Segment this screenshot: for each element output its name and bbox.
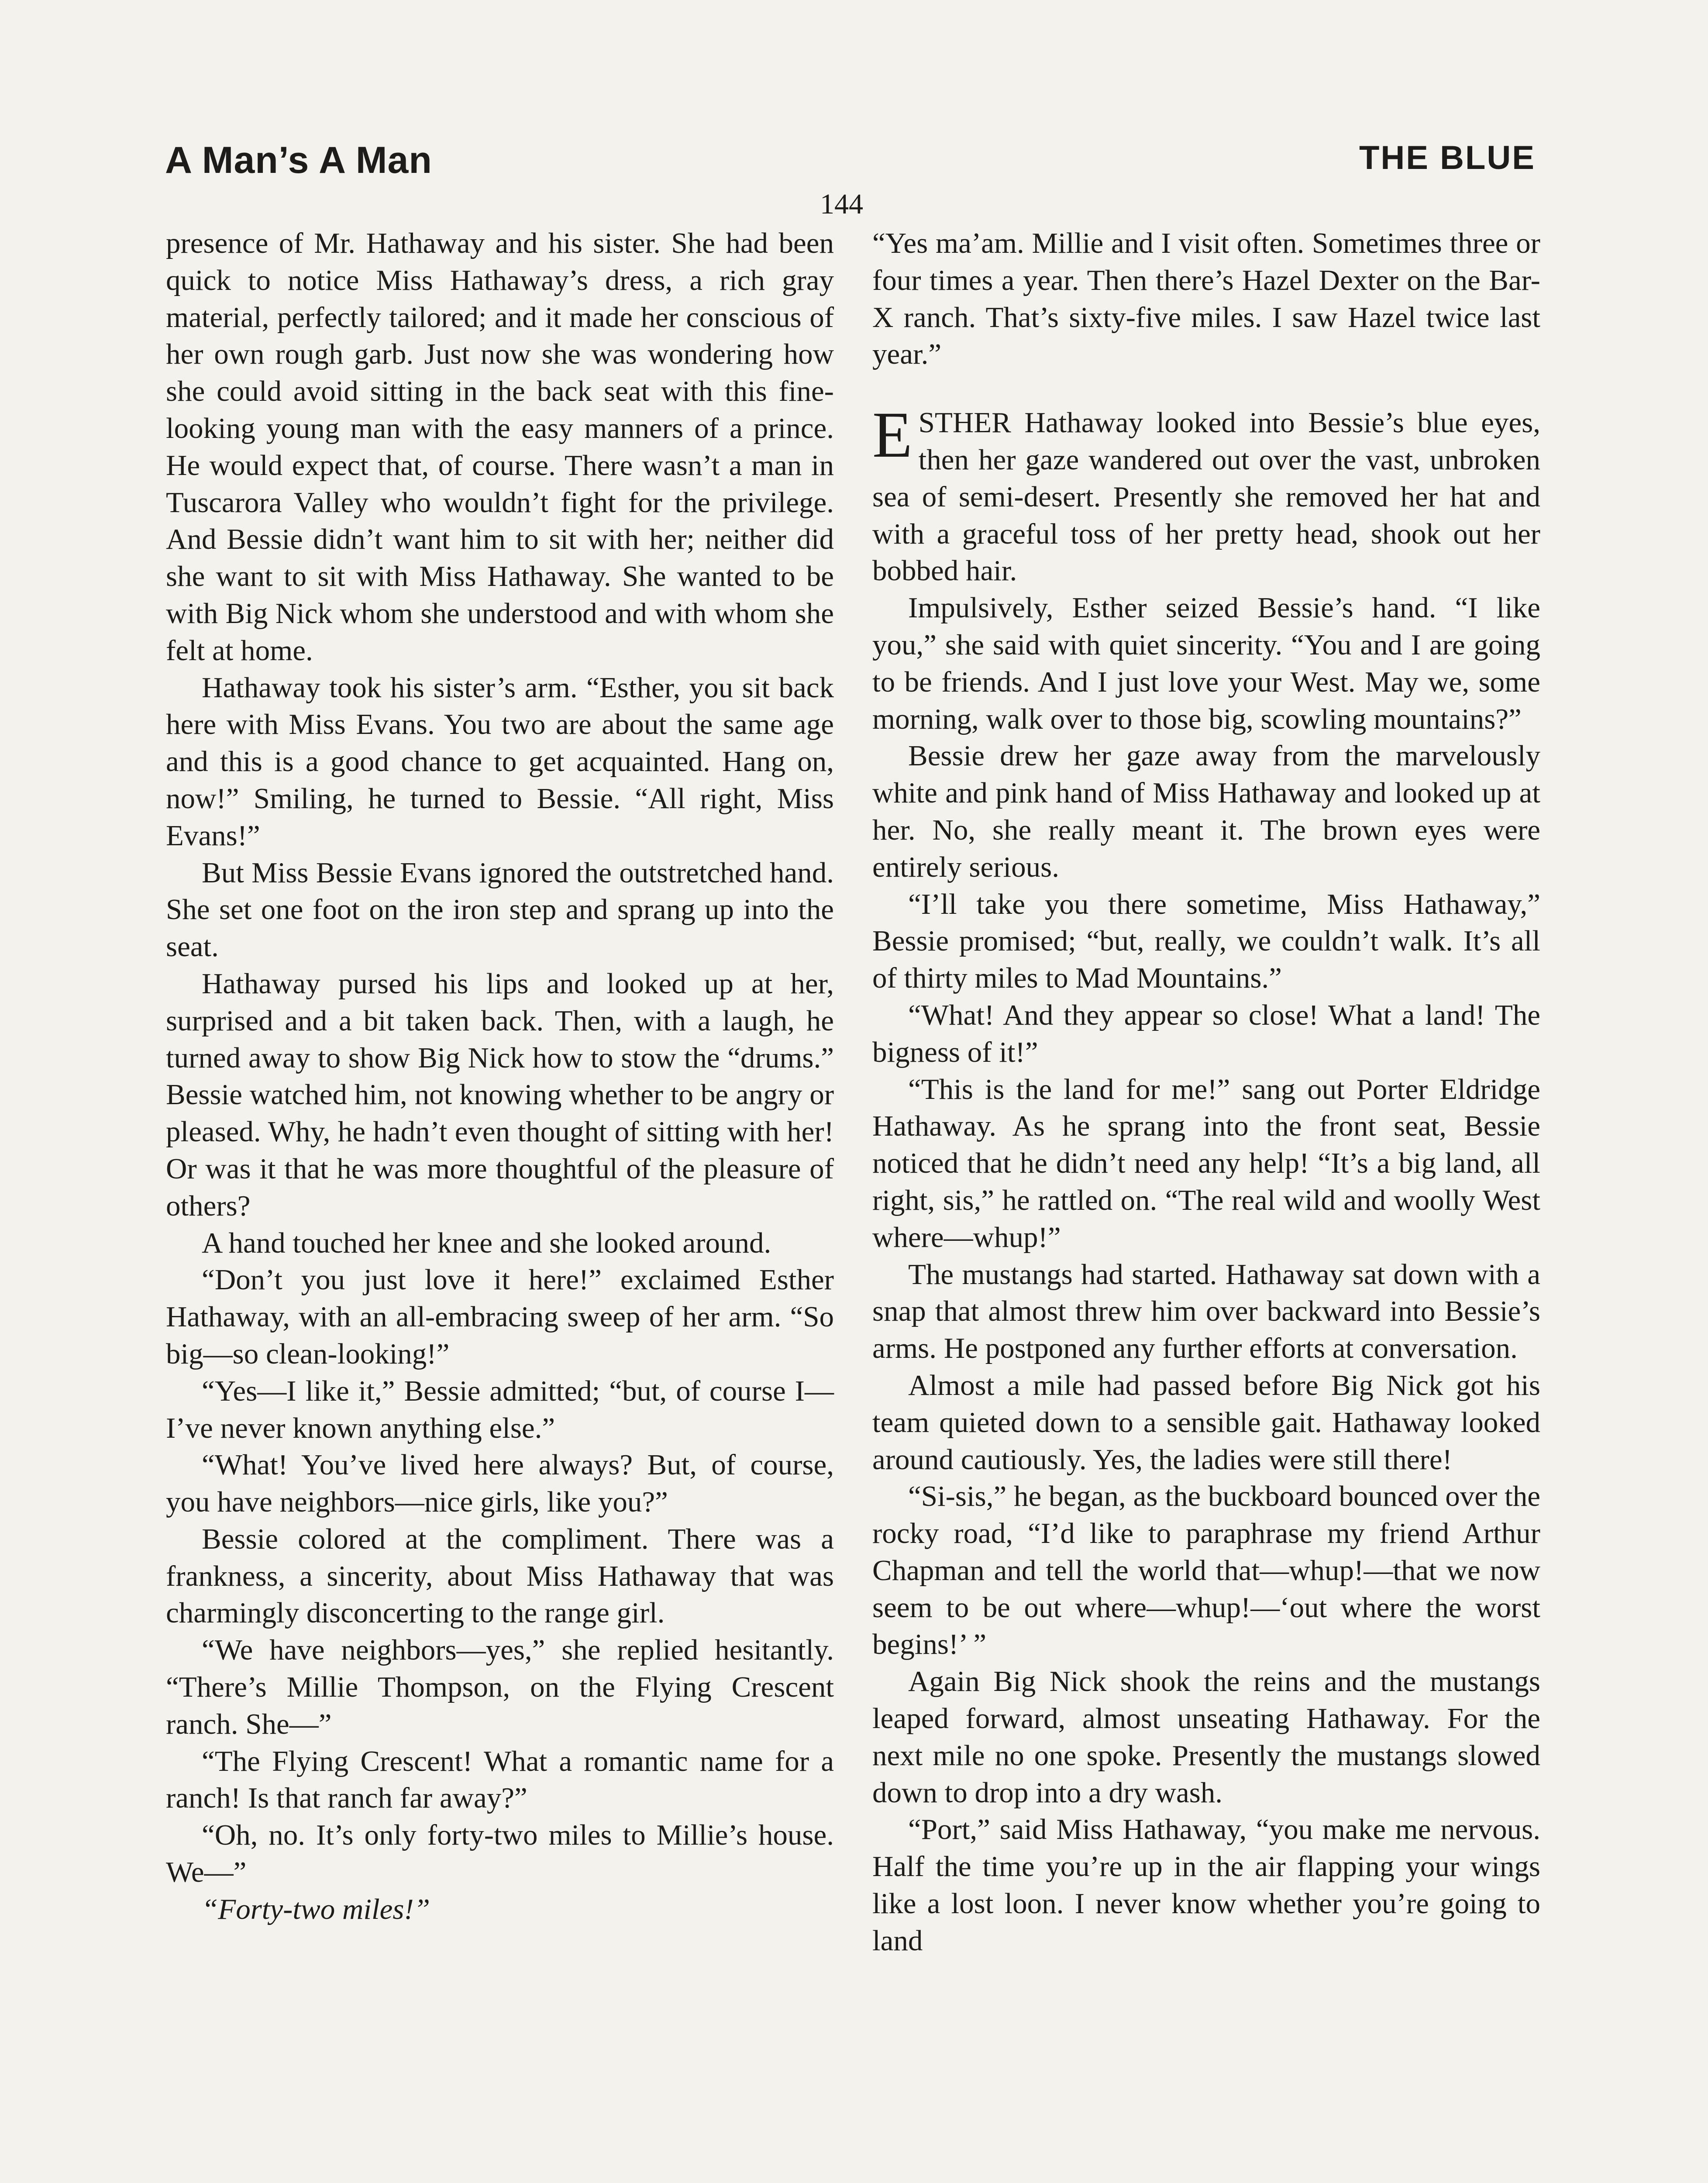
right-column bbox=[872, 225, 1540, 1959]
paragraph: presence of Mr. Hathaway and his sister. She had been quick to notice Miss Hathaway’s dress, a rich gray material, perfectly tailored; and it made her conscious of her own rough garb. Just now she was wondering how she could avoid sitting in the back seat with this fine-looking young man with the easy manners of a prince. He would expect that, of course. There wasn’t a man in Tuscarora Valley who wouldn’t fight for the privilege. And Bessie didn’t want him to sit with her; neither did she want to sit with Miss Hathaway. She wanted to be with Big Nick whom she understood and with whom she felt at home. bbox=[166, 227, 834, 667]
paragraph: “What! You’ve lived here always? But, of course, you have neighbors—nice girls, like you?” bbox=[166, 1449, 834, 1518]
paragraph: “Forty-two miles!” bbox=[202, 1893, 430, 1925]
paragraph: “I’ll take you there sometime, Miss Hathaway,” Bessie promised; “but, really, we couldn’t walk. It’s all of thirty miles to Mad Mountains.” bbox=[872, 888, 1540, 995]
paragraph: “What! And they appear so close! What a land! The bigness of it!” bbox=[872, 999, 1540, 1068]
paragraph: Impulsively, Esther seized Bessie’s hand. “I like you,” she said with quiet sincerity. “You and I are going to be friends. And I just love your West. May we, some morning, walk over to those big, scowling mountains?” bbox=[872, 592, 1540, 735]
left-column bbox=[166, 225, 834, 1928]
paragraph: “Oh, no. It’s only forty-two miles to Millie’s house. We—” bbox=[166, 1819, 834, 1889]
paragraph: Almost a mile had passed before Big Nick got his team quieted down to a sensible gait. Hathaway looked around cautiously. Yes, the ladies were still there! bbox=[872, 1369, 1540, 1476]
page-number: 144 bbox=[820, 188, 863, 220]
paragraph: The mustangs had started. Hathaway sat down with a snap that almost threw him over backward into Bessie’s arms. He postponed any further efforts at conversation. bbox=[872, 1258, 1540, 1365]
drop-cap: E bbox=[872, 399, 913, 472]
paragraph bbox=[872, 399, 1540, 589]
story-title: A Man’s A Man bbox=[165, 139, 432, 181]
paragraph: “Port,” said Miss Hathaway, “you make me nervous. Half the time you’re up in the air flapping your wings like a lost loon. I never know whether you’re going to land bbox=[872, 1813, 1540, 1957]
magazine-title: THE BLUE bbox=[1359, 139, 1536, 176]
paragraph: Hathaway took his sister’s arm. “Esther, you sit back here with Miss Evans. You two are about the same age and this is a good chance to get acquainted. Hang on, now!” Smiling, he turned to Bessie. “All right, Miss Evans!” bbox=[166, 671, 834, 852]
small-caps-lead: STHER bbox=[918, 406, 1011, 439]
paragraph: “The Flying Crescent! What a romantic name for a ranch! Is that ranch far away?” bbox=[166, 1745, 834, 1815]
paragraph: “Si-sis,” he began, as the buckboard bounced over the rocky road, “I’d like to paraphrase my friend Arthur Chapman and tell the world that—whup!—that we now seem to be out where—whup!—‘out where the worst begins!’ ” bbox=[872, 1480, 1540, 1661]
paragraph: Again Big Nick shook the reins and the mustangs leaped forward, almost unseating Hathaway. For the next mile no one spoke. Presently the mustangs slowed down to drop into a dry wash. bbox=[872, 1665, 1540, 1809]
paragraph: Bessie colored at the compliment. There was a frankness, a sincerity, about Miss Hathaway that was charmingly disconcerting to the range girl. bbox=[166, 1522, 834, 1629]
paragraph: Hathaway pursed his lips and looked up at her, surprised and a bit taken back. Then, with a laugh, he turned away to show Big Nick how to stow the “drums.” Bessie watched him, not knowing whether to be angry or pleased. Why, he hadn’t even thought of sitting with her! Or was it that he was more thoughtful of the pleasure of others? bbox=[166, 967, 834, 1222]
paragraph: Bessie drew her gaze away from the marvelously white and pink hand of Miss Hathaway and looked up at her. No, she really meant it. The brown eyes were entirely serious. bbox=[872, 740, 1540, 883]
paragraph: “Yes—I like it,” Bessie admitted; “but, of course I—I’ve never known anything else.” bbox=[166, 1374, 834, 1444]
paragraph-text: Hathaway looked into Bessie’s blue eyes, then her gaze wandered out over the vast, unbroken sea of semi-desert. Presently she removed her hat and with a graceful toss of her pretty head, shook out her bobbed hair. bbox=[872, 406, 1540, 587]
paragraph: “Don’t you just love it here!” exclaimed Esther Hathaway, with an all-embracing sweep of her arm. “So big—so clean-looking!” bbox=[166, 1264, 834, 1370]
paragraph: “This is the land for me!” sang out Porter Eldridge Hathaway. As he sprang into the front seat, Bessie noticed that he didn’t need any help! “It’s a big land, all right, sis,” he rattled on. “The real wild and woolly West where—whup!” bbox=[872, 1073, 1540, 1253]
paragraph: A hand touched her knee and she looked around. bbox=[202, 1226, 771, 1259]
paragraph: But Miss Bessie Evans ignored the outstretched hand. She set one foot on the iron step and sprang up into the seat. bbox=[166, 856, 834, 963]
paragraph: “Yes ma’am. Millie and I visit often. Sometimes three or four times a year. Then there’s Hazel Dexter on the Bar-X ranch. That’s sixty-five miles. I saw Hazel twice last year.” bbox=[872, 227, 1540, 371]
paragraph: “We have neighbors—yes,” she replied hesitantly. “There’s Millie Thompson, on the Flying Crescent ranch. She—” bbox=[166, 1634, 834, 1740]
